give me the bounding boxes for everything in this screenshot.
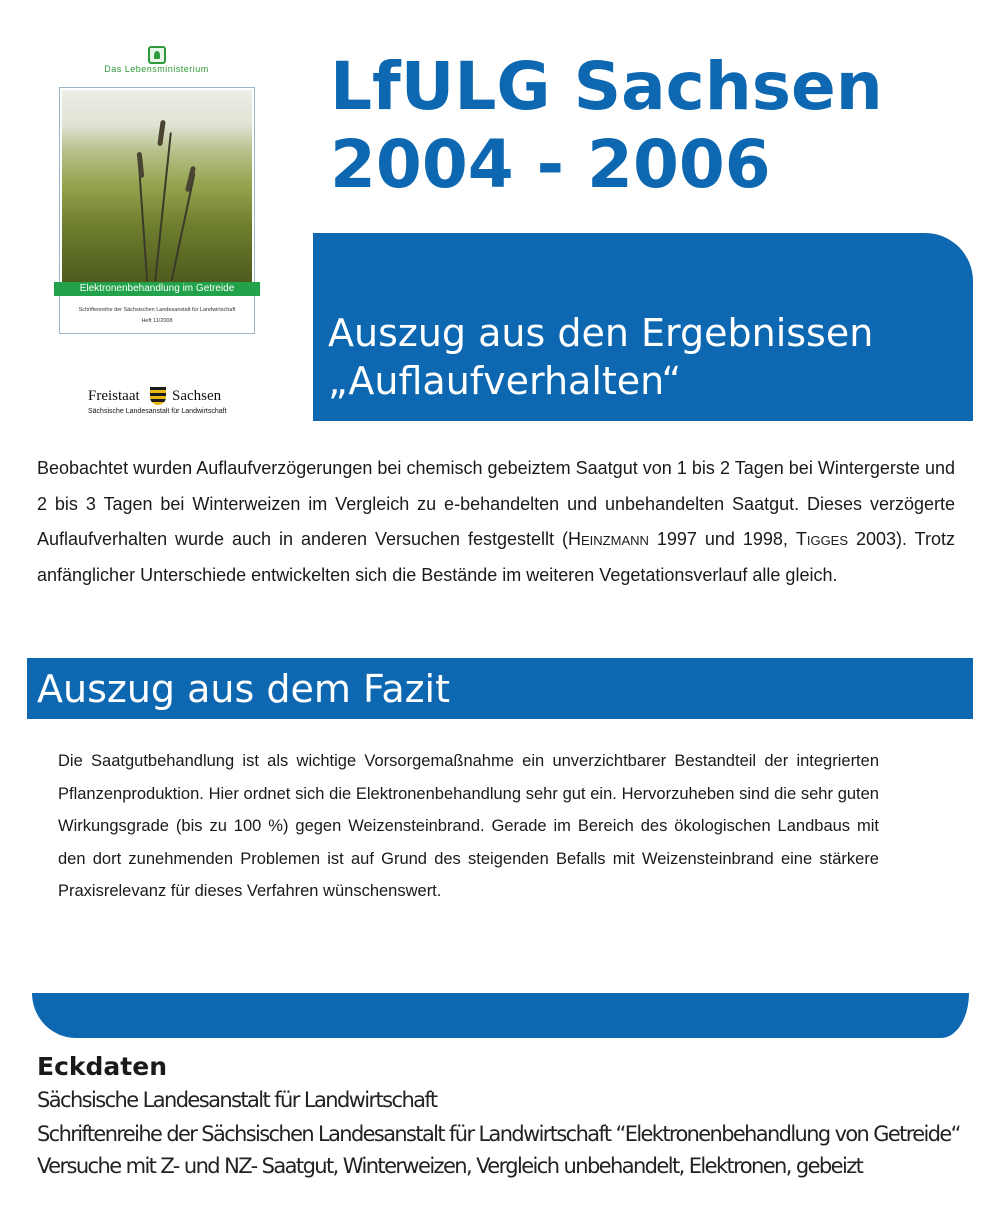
results-paragraph bbox=[37, 451, 955, 593]
ministry-logo-icon bbox=[148, 46, 166, 64]
publication-cover bbox=[0, 0, 313, 440]
results-text-part-2: 1997 und 1998, bbox=[648, 529, 796, 549]
results-heading bbox=[328, 309, 873, 405]
author-heinzmann: Heinzmann bbox=[568, 529, 649, 549]
institution-label: Sächsische Landesanstalt für Landwirtschaft bbox=[88, 408, 227, 415]
eckdaten-line-3: Versuche mit Z- und NZ- Saatgut, Winterweizen, Vergleich unbehandelt, Elektronen, gebeizt bbox=[37, 1154, 863, 1178]
results-header-block bbox=[313, 233, 973, 421]
fazit-header-band bbox=[27, 658, 973, 719]
results-text-part-1: Beobachtet wurden Auflaufverzögerungen bei chemisch gebeiztem Saatgut von 1 bis 2 Tagen bei Wintergerste und 2 bis 3 Tagen bei Winterweizen im Vergleich zu e-behandelten und unbehandelten Saatgut. Dieses verzögerte Auflaufverhalten wurde auch in anderen Versuchen festgestellt ( bbox=[37, 458, 955, 549]
fazit-paragraph: Die Saatgutbehandlung ist als wichtige Vorsorgemaßnahme ein unverzichtbarer Bestandteil der integrierten Pflanzenproduktion. Hier ordnet sich die Elektronenbehandlung sehr gut ein. Hervorzuheben sind die sehr guten Wirkungsgrade (bis zu 100 %) gegen Weizensteinbrand. Gerade im Bereich des ökologischen Landbaus mit den dort zunehmenden Problemen ist auf Grund des steigenden Befalls mit Weizensteinbrand eine stärkere Praxisrelevanz für dieses Verfahren wünschenswert. bbox=[58, 752, 879, 901]
author-tigges: Tigges bbox=[795, 529, 849, 549]
title-line-2: 2004 - 2006 bbox=[330, 126, 771, 203]
results-text-part-3: 2003). Trotz anfänglicher Unterschiede entwickelten sich die Bestände im weiteren Vegetationsverlauf alle gleich. bbox=[37, 529, 955, 585]
eckdaten-line-2: Schriftenreihe der Sächsischen Landesanstalt für Landwirtschaft “Elektronenbehandlung von Getreide“ bbox=[37, 1122, 960, 1146]
sachsen-label: Sachsen bbox=[172, 388, 222, 404]
cover-photo-grain-field bbox=[62, 90, 252, 282]
cover-title-band: Elektronenbehandlung im Getreide bbox=[54, 282, 260, 296]
fazit-heading: Auszug aus dem Fazit bbox=[37, 667, 451, 711]
page-title bbox=[330, 48, 970, 204]
cover-issue: Heft 11/2008 bbox=[141, 318, 173, 324]
bottom-band bbox=[32, 993, 969, 1038]
eckdaten-heading: Eckdaten bbox=[37, 1052, 167, 1081]
results-heading-line-1: Auszug aus den Ergebnissen bbox=[328, 311, 874, 355]
freistaat-label: Freistaat bbox=[88, 388, 140, 404]
eckdaten-line-1: Sächsische Landesanstalt für Landwirtschaft bbox=[37, 1088, 437, 1112]
ministry-label: Das Lebensministerium bbox=[104, 64, 209, 74]
title-line-1: LfULG Sachsen bbox=[330, 48, 883, 125]
results-heading-line-2: „Auflaufverhalten“ bbox=[328, 359, 682, 403]
saxony-crest-icon bbox=[150, 387, 166, 405]
cover-series: Schriftenreihe der Sächsischen Landesanstalt für Landwirtschaft bbox=[78, 307, 236, 313]
